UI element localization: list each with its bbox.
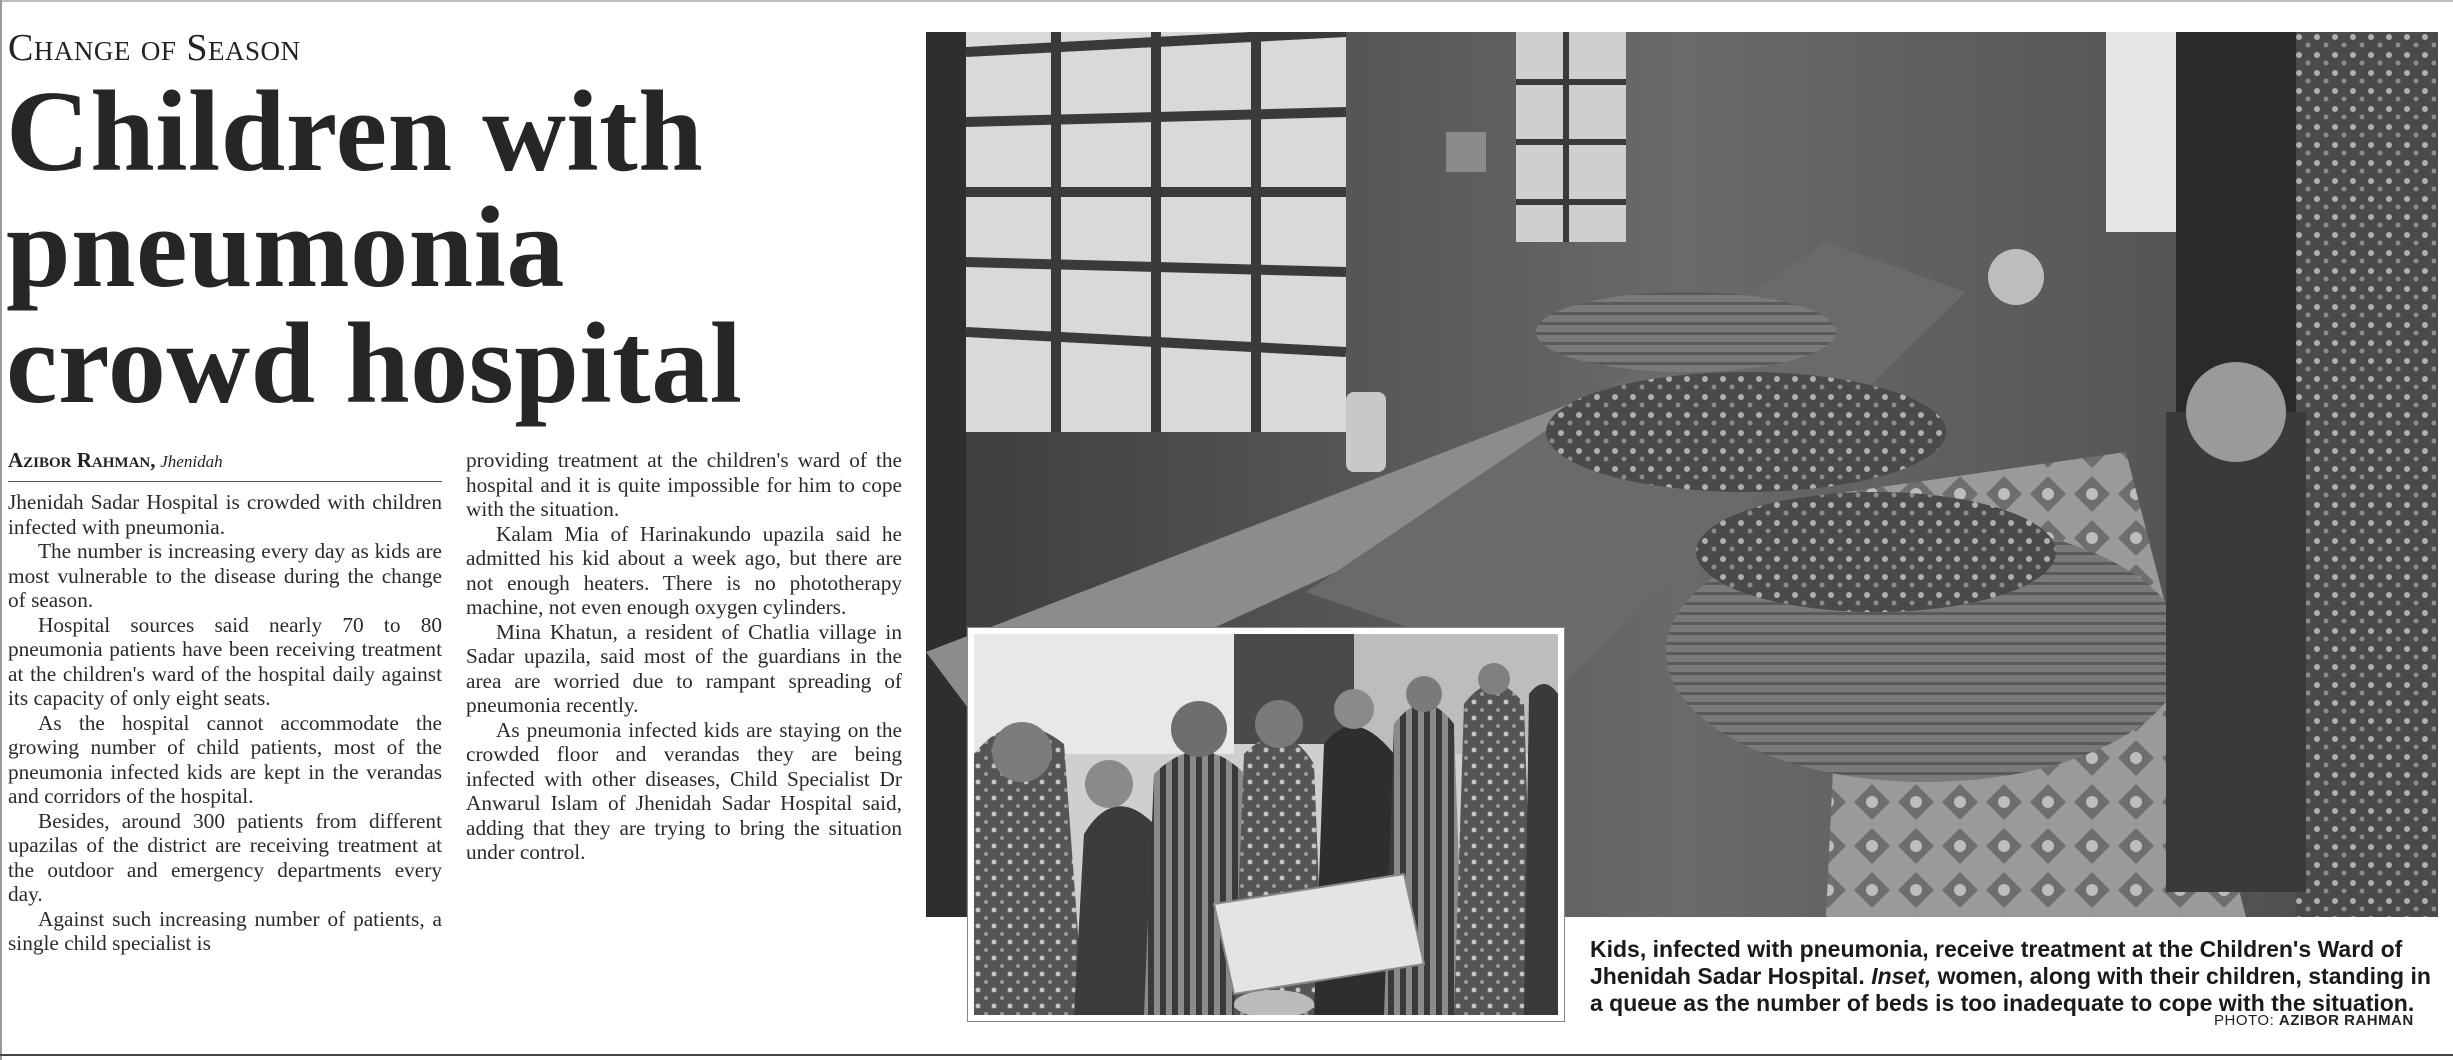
headline-line-3: crowd hospital (6, 300, 743, 428)
article-byline (8, 448, 442, 482)
page-bottom-rule (0, 1054, 2453, 1056)
paragraph: Besides, around 300 patients from different upazilas of the district are receiving treatment at the outdoor and emergency departments every day. (8, 808, 442, 906)
caption-inset-text: women, along with their children, standing in a queue as the number of beds is too inadequate to cope with the situation. (1590, 963, 2431, 1016)
article-kicker: Change of Season (8, 27, 301, 69)
inset-queue-photo-art (974, 634, 1558, 1015)
byline-location: Jhenidah (160, 452, 223, 471)
photo-caption (1590, 936, 2440, 1017)
caption-inset-label: Inset, (1871, 963, 1932, 989)
paragraph: As the hospital cannot accommodate the growing number of child patients, most of the pneumonia infected kids are kept in the verandas and corridors of the hospital. (8, 710, 442, 808)
caption-main-text: Kids, infected with pneumonia, receive treatment at the Children's Ward of Jhenidah Sadar Hospital. (1590, 936, 2403, 989)
paragraph: Against such increasing number of patients, a single child specialist is (8, 906, 442, 955)
headline-line-1: Children with (6, 68, 704, 196)
page-left-border (0, 0, 2, 1060)
article-headline (6, 68, 906, 428)
paragraph: As pneumonia infected kids are staying on the crowded floor and verandas they are being infected with other diseases, Child Specialist Dr Anwarul Islam of Jhenidah Sadar Hospital said, adding that they are trying to bring the situation under control. (466, 717, 902, 864)
paragraph: providing treatment at the children's ward of the hospital and it is quite impossible for him to cope with the situation. (466, 448, 902, 521)
credit-label: PHOTO: (2214, 1012, 2275, 1029)
inset-queue-photo (968, 628, 1564, 1021)
page-top-border (0, 0, 2453, 2)
paragraph: Jhenidah Sadar Hospital is crowded with children infected with pneumonia. (8, 490, 442, 539)
paragraph: Kalam Mia of Harinakundo upazila said he admitted his kid about a week ago, but there are not enough heaters. There is no phototherapy machine, not even enough oxygen cylinders. (466, 521, 902, 619)
article-column-1 (8, 490, 442, 956)
paragraph: Mina Khatun, a resident of Chatlia village in Sadar upazila, said most of the guardians in the area are worried due to rampant spreading of pneumonia recently. (466, 619, 902, 717)
article-column-2 (466, 448, 902, 865)
credit-name: AZIBOR RAHMAN (2278, 1012, 2414, 1029)
headline-line-2: pneumonia (6, 184, 565, 312)
byline-author: Azibor Rahman, (8, 448, 156, 472)
photo-credit (2214, 1012, 2414, 1029)
paragraph: Hospital sources said nearly 70 to 80 pneumonia patients have been receiving treatment at the children's ward of the hospital daily against its capacity of only eight seats. (8, 612, 442, 710)
paragraph: The number is increasing every day as kids are most vulnerable to the disease during the change of season. (8, 539, 442, 612)
